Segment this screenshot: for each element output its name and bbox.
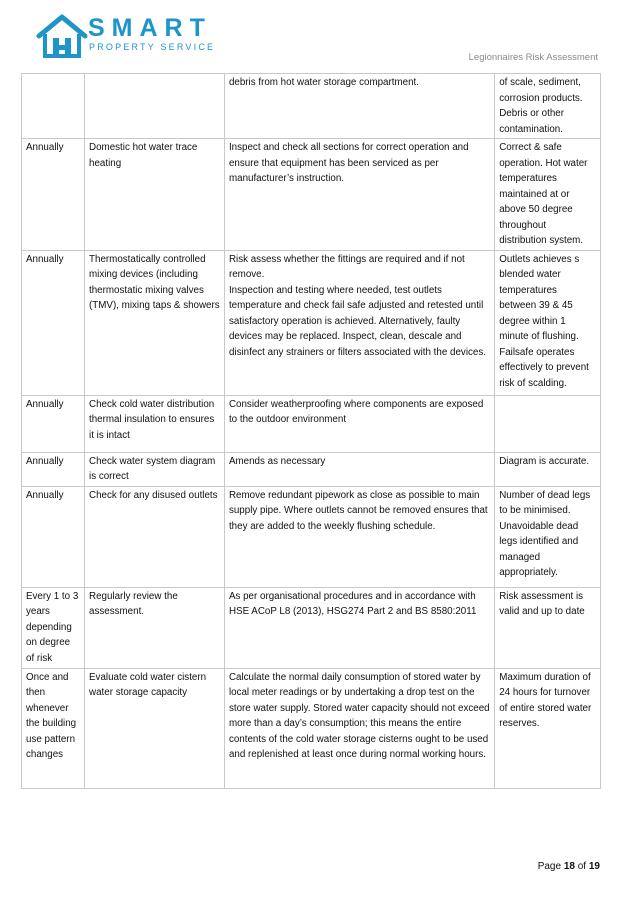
result-cell: Diagram is accurate. [495,452,601,486]
action-cell: Remove redundant pipework as close as possible to main supply pipe. Where outlets cannot be removed ensures that they are added to the weekly flushing schedule. [224,486,494,587]
item-cell: Domestic hot water trace heating [85,139,225,251]
frequency-cell: Once and then whenever the building use pattern changes [22,668,85,788]
frequency-cell: Every 1 to 3 years depending on degree of risk [22,587,85,668]
action-cell: Consider weatherproofing where components are exposed to the outdoor environment [224,395,494,452]
frequency-cell: Annually [22,452,85,486]
frequency-cell: Annually [22,395,85,452]
frequency-cell: Annually [22,486,85,587]
result-cell: Correct & safe operation. Hot water temperatures maintained at or above 50 degree throughout distribution system. [495,139,601,251]
result-cell: Maximum duration of 24 hours for turnover of entire stored water reserves. [495,668,601,788]
table-body [22,74,601,789]
table-row [22,74,601,139]
action-cell: Inspect and check all sections for correct operation and ensure that equipment has been serviced as per manufacturer’s instruction. [224,139,494,251]
table-row [22,250,601,395]
document-title: Legionnaires Risk Assessment [468,52,598,63]
item-cell [85,74,225,139]
table-row [22,395,601,452]
company-logo [36,14,216,60]
action-cell: Risk assess whether the fittings are required and if not remove. Inspection and testing where needed, test outlets temperature and check fail safe adjusted and retested until satisfactory operation is achieved. Alternatively, faulty devices may be replaced. Inspect, clean, descale and disinfect any strainers or filters associated with the devices. [224,250,494,395]
item-cell: Thermostatically controlled mixing devices (including thermostatic mixing valves (TMV), mixing taps & showers [85,250,225,395]
risk-schedule-table [21,73,601,789]
item-cell: Check cold water distribution thermal insulation to ensures it is intact [85,395,225,452]
item-cell: Evaluate cold water cistern water storage capacity [85,668,225,788]
table-row [22,587,601,668]
action-cell: debris from hot water storage compartment. [224,74,494,139]
item-cell: Check for any disused outlets [85,486,225,587]
item-cell: Check water system diagram is correct [85,452,225,486]
logo-wordmark: SMART [88,14,212,42]
frequency-cell [22,74,85,139]
table-row [22,486,601,587]
house-logo-icon [36,14,88,60]
page-total: 19 [588,861,600,872]
table-row [22,139,601,251]
page-prefix: Page [537,861,562,872]
frequency-cell: Annually [22,139,85,251]
result-cell: Outlets achieves s blended water temperatures between 39 & 45 degree within 1 minute of flushing. Failsafe operates effectively to prevent risk of scalding. [495,250,601,395]
page-current: 18 [563,861,575,872]
frequency-cell: Annually [22,250,85,395]
table-row [22,452,601,486]
action-cell: Amends as necessary [224,452,494,486]
page-footer [538,861,600,872]
result-cell: Risk assessment is valid and up to date [495,587,601,668]
logo-tagline: PROPERTY SERVICE [89,42,216,52]
result-cell: Number of dead legs to be minimised. Unavoidable dead legs identified and managed appropriately. [495,486,601,587]
table-row [22,668,601,788]
page-of: of [577,861,587,872]
result-cell [495,395,601,452]
action-cell: Calculate the normal daily consumption of stored water by local meter readings or by undertaking a drop test on the store water supply. Stored water capacity should not exceed more than a day’s consumption; this means the entire contents of the cold water storage cisterns ought to be used and replenished at least once during normal working hours. [224,668,494,788]
item-cell: Regularly review the assessment. [85,587,225,668]
result-cell: of scale, sediment, corrosion products. Debris or other contamination. [495,74,601,139]
action-cell: As per organisational procedures and in accordance with HSE ACoP L8 (2013), HSG274 Part 2 and BS 8580:2011 [224,587,494,668]
